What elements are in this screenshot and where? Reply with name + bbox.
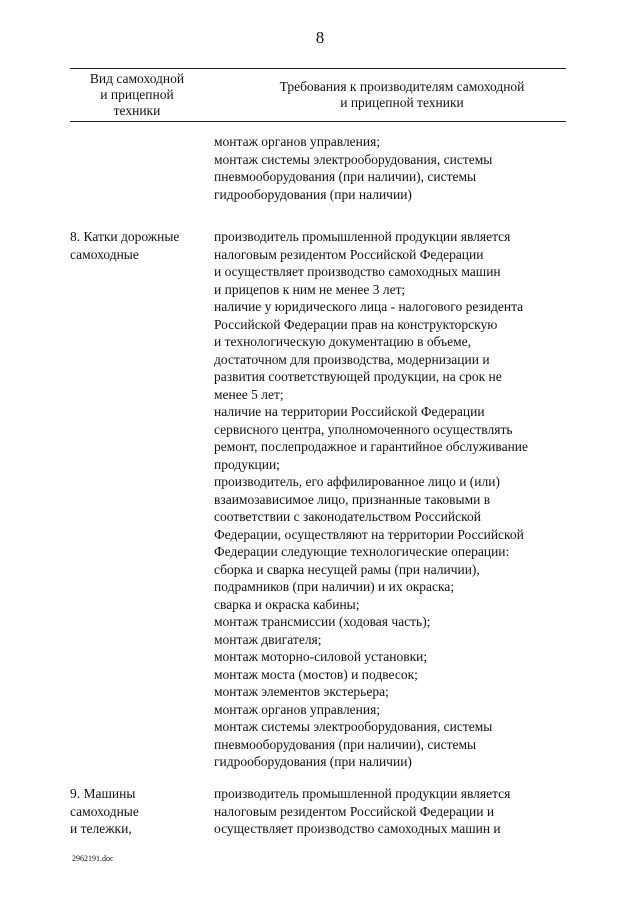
- text-line: производитель, его аффилированное лицо и (или): [214, 474, 500, 489]
- requirement-text: [214, 785, 574, 838]
- text-line: монтаж двигателя;: [214, 631, 322, 647]
- header-column-type: Вид самоходной и прицепной техники: [89, 71, 185, 118]
- text-line: подрамников (при наличии) и их окраска;: [214, 579, 455, 594]
- text-line: производитель промышленной продукции является: [214, 229, 511, 244]
- text-line: гидрооборудования (при наличии): [214, 186, 412, 202]
- text-line: налоговым резидентом Российской Федерации: [214, 246, 484, 262]
- header-column-requirements: Требования к производителям самоходной и прицепной техники: [279, 79, 525, 110]
- text-line: и тележки,: [70, 821, 132, 836]
- text-line: осуществляет производство самоходных машин и: [214, 821, 501, 836]
- text-line: Федерации следующие технологические операции:: [214, 544, 510, 559]
- text-line: монтаж трансмиссии (ходовая часть);: [214, 614, 431, 629]
- text-line: самоходные: [70, 246, 139, 262]
- text-line: взаимозависимое лицо, признанные таковыми в: [214, 491, 491, 507]
- text-line: монтаж органов управления;: [214, 134, 381, 149]
- text-line: и осуществляет производство самоходных машин: [214, 264, 501, 279]
- text-line: наличие у юридического лица - налогового резидента: [214, 299, 524, 314]
- text-line: пневмооборудования (при наличии), системы: [214, 736, 477, 752]
- text-line: достаточном для производства, модернизации и: [214, 351, 490, 367]
- text-line: монтаж элементов экстерьера;: [214, 684, 389, 699]
- text-line: менее 5 лет;: [214, 386, 284, 402]
- text-line: 9. Машины: [70, 786, 136, 801]
- category-label: [70, 785, 210, 838]
- requirement-text: [214, 133, 574, 203]
- text-line: ремонт, послепродажное и гарантийное обслуживание: [214, 439, 529, 454]
- text-line: монтаж системы электрооборудования, системы: [214, 151, 493, 167]
- text-line: самоходные: [70, 803, 139, 819]
- text-line: Российской Федерации прав на конструкторскую: [214, 316, 498, 332]
- text-line: развития соответствующей продукции, на срок не: [214, 369, 502, 384]
- footer-filename: 2962191.doc: [72, 854, 114, 863]
- page-number: 8: [315, 28, 325, 47]
- category-label: [70, 228, 210, 263]
- text-line: сервисного центра, уполномоченного осуществлять: [214, 421, 513, 437]
- text-line: наличие на территории Российской Федерации: [214, 404, 485, 419]
- text-line: сборка и сварка несущей рамы (при наличии),: [214, 561, 480, 577]
- text-line: монтаж системы электрооборудования, системы: [214, 719, 493, 734]
- requirement-text: [214, 228, 574, 771]
- text-line: монтаж моторно-силовой установки;: [214, 649, 428, 664]
- text-line: пневмооборудования (при наличии), системы: [214, 169, 477, 184]
- text-line: соответствии с законодательством Российской: [214, 509, 481, 524]
- text-line: монтаж органов управления;: [214, 701, 381, 717]
- text-line: Федерации, осуществляют на территории Российской: [214, 526, 524, 542]
- text-line: монтаж моста (мостов) и подвесок;: [214, 666, 418, 682]
- text-line: гидрооборудования (при наличии): [214, 754, 412, 769]
- text-line: производитель промышленной продукции является: [214, 786, 511, 801]
- text-line: и технологическую документацию в объеме,: [214, 334, 471, 349]
- text-line: и прицепов к ним не менее 3 лет;: [214, 281, 406, 297]
- text-line: 8. Катки дорожные: [70, 229, 180, 244]
- text-line: сварка и окраска кабины;: [214, 596, 360, 612]
- table-header: [70, 68, 566, 122]
- text-line: продукции;: [214, 456, 280, 472]
- text-line: налоговым резидентом Российской Федерации и: [214, 803, 495, 819]
